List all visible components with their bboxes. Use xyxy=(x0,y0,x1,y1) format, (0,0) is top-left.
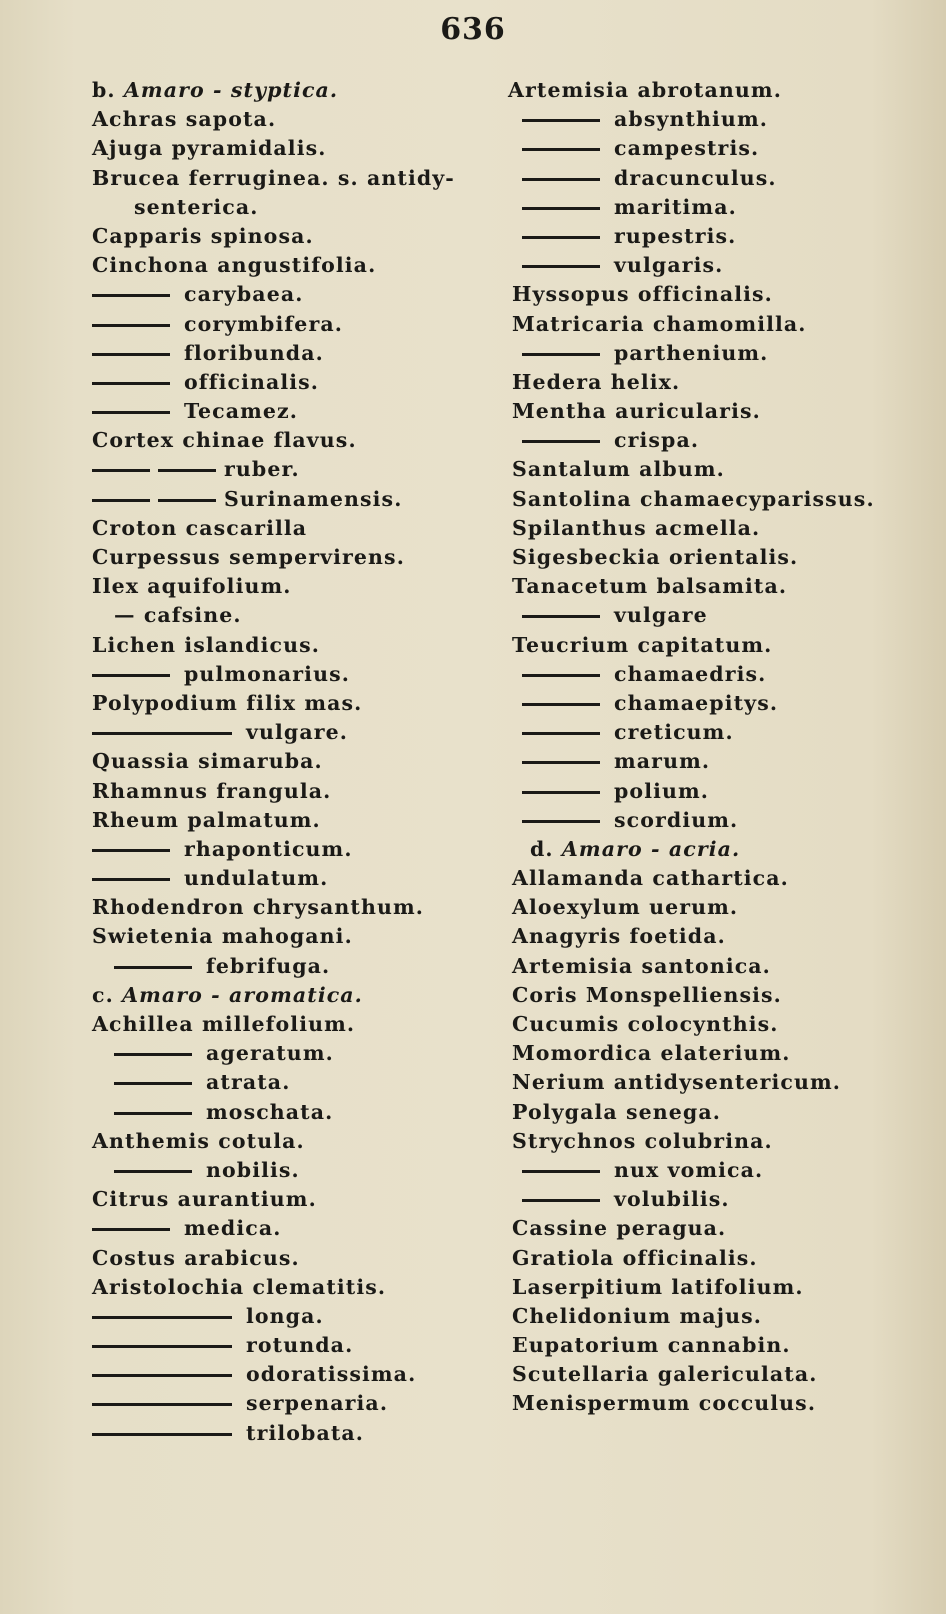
entry-text: Santolina chamaecyparissus. xyxy=(512,486,875,511)
entry-text: officinalis. xyxy=(184,369,320,394)
entry-text: pulmonarius. xyxy=(184,661,350,686)
ditto-dash xyxy=(114,1170,192,1173)
list-item xyxy=(92,1214,512,1243)
ditto-dash xyxy=(114,966,192,969)
entry-text: Rheum palmatum. xyxy=(92,807,321,832)
list-item xyxy=(508,572,928,601)
entry-text: Eupatorium cannabin. xyxy=(512,1333,791,1358)
list-item xyxy=(92,105,512,134)
list-item xyxy=(508,222,928,251)
list-item xyxy=(508,1331,928,1360)
list-item xyxy=(508,747,928,776)
list-item xyxy=(92,134,512,163)
entry-text: Polygala senega. xyxy=(512,1099,721,1124)
list-item xyxy=(92,835,512,864)
entry-text: absynthium. xyxy=(614,107,768,132)
ditto-dash xyxy=(522,703,600,706)
entry-text: medica. xyxy=(184,1216,282,1241)
entry-text: serpenaria. xyxy=(246,1391,389,1416)
ditto-dash xyxy=(92,732,232,735)
entry-text: Aloexylum uerum. xyxy=(512,895,739,920)
section-letter: d. xyxy=(530,836,554,861)
ditto-dash xyxy=(522,791,600,794)
ditto-dash xyxy=(522,178,600,181)
entry-text: Anagyris foetida. xyxy=(512,924,726,949)
list-item xyxy=(92,426,512,455)
list-item xyxy=(92,864,512,893)
ditto-dash xyxy=(522,119,600,122)
list-item xyxy=(92,485,512,514)
list-item xyxy=(92,922,512,951)
list-item xyxy=(92,514,512,543)
ditto-dash xyxy=(522,1199,600,1202)
ditto-dash xyxy=(522,440,600,443)
entry-text: Amaro - styptica. xyxy=(123,78,339,102)
entry-text: Cinchona angustifolia. xyxy=(92,253,377,278)
ditto-dash xyxy=(522,265,600,268)
ditto-dash xyxy=(92,499,150,502)
list-item xyxy=(508,893,928,922)
list-item xyxy=(508,134,928,163)
ditto-dash xyxy=(92,674,170,677)
list-item xyxy=(508,981,928,1010)
list-item xyxy=(92,1068,512,1097)
ditto-dash xyxy=(158,499,216,502)
list-item xyxy=(508,514,928,543)
ditto-dash xyxy=(92,1345,232,1348)
list-item xyxy=(92,1010,512,1039)
entry-text: Gratiola officinalis. xyxy=(512,1245,758,1270)
list-item xyxy=(508,1360,928,1389)
list-item xyxy=(508,1185,928,1214)
list-item xyxy=(508,164,928,193)
list-item xyxy=(92,455,512,484)
list-item xyxy=(92,601,512,630)
entry-text: Citrus aurantium. xyxy=(92,1187,317,1212)
entry-text: Laserpitium latifolium. xyxy=(512,1274,804,1299)
ditto-dash xyxy=(92,411,170,414)
list-item xyxy=(508,105,928,134)
entry-text: Cortex chinae flavus. xyxy=(92,428,357,453)
list-item xyxy=(92,1331,512,1360)
entry-text: scordium. xyxy=(614,807,739,832)
entry-text: Tanacetum balsamita. xyxy=(512,574,788,599)
entry-text: campestris. xyxy=(614,136,760,161)
entry-text: Lichen islandicus. xyxy=(92,632,320,657)
entry-text: Ilex aquifolium. xyxy=(92,574,292,599)
list-item xyxy=(92,543,512,572)
list-item xyxy=(508,631,928,660)
list-item xyxy=(508,1214,928,1243)
ditto-dash xyxy=(114,1112,192,1115)
entry-text: Surinamensis. xyxy=(224,486,403,511)
ditto-dash xyxy=(522,148,600,151)
ditto-dash xyxy=(522,615,600,618)
entry-text: Allamanda cathartica. xyxy=(512,866,789,891)
entry-text: Sigesbeckia orientalis. xyxy=(512,545,799,569)
list-item xyxy=(92,1156,512,1185)
entry-text: moschata. xyxy=(206,1099,334,1124)
ditto-dash xyxy=(92,1433,232,1436)
entry-text: Spilanthus acmella. xyxy=(512,515,761,540)
list-item xyxy=(92,1098,512,1127)
list-item xyxy=(508,426,928,455)
list-item xyxy=(92,572,512,601)
list-item xyxy=(92,1389,512,1418)
ditto-dash xyxy=(92,469,150,472)
list-item xyxy=(508,485,928,514)
entry-text: febrifuga. xyxy=(206,953,331,978)
list-item xyxy=(508,339,928,368)
list-item xyxy=(92,747,512,776)
list-item xyxy=(92,660,512,689)
entry-text: volubilis. xyxy=(614,1187,730,1212)
section-letter: b. xyxy=(92,78,116,102)
entry-text: parthenium. xyxy=(614,340,769,365)
ditto-dash xyxy=(92,353,170,356)
entry-text: Hyssopus officinalis. xyxy=(512,282,773,307)
list-item xyxy=(508,1039,928,1068)
entry-text: vulgaris. xyxy=(614,253,724,278)
entry-text: Aristolochia clematitis. xyxy=(92,1274,387,1299)
entry-text: undulatum. xyxy=(184,866,329,891)
list-item xyxy=(508,1127,928,1156)
ditto-dash xyxy=(92,294,170,297)
list-item xyxy=(508,1302,928,1331)
ditto-dash xyxy=(114,1082,192,1085)
entry-text: Amaro - acria. xyxy=(561,836,741,861)
list-item xyxy=(92,952,512,981)
list-item xyxy=(508,1098,928,1127)
entry-text: Croton cascarilla xyxy=(92,515,308,540)
list-item xyxy=(92,1185,512,1214)
entry-text: Mentha auricularis. xyxy=(512,399,761,424)
ditto-dash xyxy=(522,207,600,210)
list-item xyxy=(508,543,928,572)
list-item xyxy=(92,718,512,747)
list-item xyxy=(92,689,512,718)
list-item xyxy=(92,1127,512,1156)
list-item xyxy=(508,806,928,835)
list-item xyxy=(92,1360,512,1389)
list-item xyxy=(508,1244,928,1273)
entry-text: Teucrium capitatum. xyxy=(512,632,773,657)
list-item xyxy=(92,164,512,193)
ditto-dash xyxy=(522,353,600,356)
entry-text: ruber. xyxy=(224,457,300,482)
ditto-dash xyxy=(522,761,600,764)
list-item xyxy=(92,893,512,922)
list-item xyxy=(92,280,512,309)
list-item xyxy=(508,310,928,339)
list-item xyxy=(92,1273,512,1302)
list-item xyxy=(92,1419,512,1448)
entry-text: nux vomica. xyxy=(614,1157,764,1182)
entry-text: Quassia simaruba. xyxy=(92,749,323,774)
entry-text: senterica. xyxy=(134,194,259,219)
entry-text: Chelidonium majus. xyxy=(512,1303,763,1328)
entry-text: Cucumis colocynthis. xyxy=(512,1012,779,1036)
list-item xyxy=(508,1273,928,1302)
entry-text: Anthemis cotula. xyxy=(92,1128,305,1153)
entry-text: Rhamnus frangula. xyxy=(92,778,332,803)
entry-text: Hedera helix. xyxy=(512,369,681,394)
entry-text: Ajuga pyramidalis. xyxy=(92,136,327,161)
ditto-dash xyxy=(92,1316,232,1319)
entry-text: Strychnos colubrina. xyxy=(512,1128,773,1153)
list-item xyxy=(508,368,928,397)
ditto-dash xyxy=(92,324,170,327)
entry-text: Nerium antidysentericum. xyxy=(512,1070,841,1095)
ditto-dash xyxy=(114,1053,192,1056)
entry-text: Artemisia abrotanum. xyxy=(508,78,782,102)
entry-text: ageratum. xyxy=(206,1041,334,1066)
list-item xyxy=(508,1389,928,1418)
entry-text: maritima. xyxy=(614,194,737,219)
list-item xyxy=(508,718,928,747)
list-item xyxy=(508,397,928,426)
entry-text: Momordica elaterium. xyxy=(512,1041,791,1066)
list-item xyxy=(508,922,928,951)
section-heading xyxy=(508,835,928,864)
ditto-dash xyxy=(92,878,170,881)
entry-text: trilobata. xyxy=(246,1420,365,1445)
entry-text: Cassine peragua. xyxy=(512,1216,727,1241)
entry-text: Santalum album. xyxy=(512,457,725,482)
list-item xyxy=(508,864,928,893)
section-letter: c. xyxy=(92,982,114,1007)
entry-text: Rhodendron chrysanthum. xyxy=(92,895,424,920)
entry-text: corymbifera. xyxy=(184,311,343,336)
list-item xyxy=(508,777,928,806)
entry-text: vulgare xyxy=(614,603,708,628)
list-item xyxy=(92,1244,512,1273)
entry-text: carybaea. xyxy=(184,282,304,307)
entry-text: — cafsine. xyxy=(114,603,242,628)
ditto-dash xyxy=(522,1170,600,1173)
entry-text: Amaro - aromatica. xyxy=(122,982,363,1007)
ditto-dash xyxy=(92,1374,232,1377)
entry-text: atrata. xyxy=(206,1070,291,1095)
entry-text: vulgare. xyxy=(246,720,349,745)
list-item xyxy=(508,660,928,689)
list-item xyxy=(92,631,512,660)
entry-text: Swietenia mahogani. xyxy=(92,924,353,949)
entry-text: floribunda. xyxy=(184,340,324,365)
list-item xyxy=(508,193,928,222)
entry-text: Artemisia santonica. xyxy=(512,953,771,978)
list-item xyxy=(92,397,512,426)
entry-text: rhaponticum. xyxy=(184,836,353,861)
list-item xyxy=(92,339,512,368)
entry-text: nobilis. xyxy=(206,1157,300,1182)
ditto-dash xyxy=(92,1403,232,1406)
list-item xyxy=(508,455,928,484)
list-item xyxy=(508,1068,928,1097)
entry-text: Polypodium filix mas. xyxy=(92,690,363,715)
list-item xyxy=(92,368,512,397)
list-item xyxy=(508,601,928,630)
right-column xyxy=(508,76,928,1419)
list-item xyxy=(92,806,512,835)
entry-text: Costus arabicus. xyxy=(92,1245,300,1270)
list-item xyxy=(508,251,928,280)
entry-text: Achillea millefolium. xyxy=(92,1012,356,1036)
section-heading xyxy=(92,76,512,105)
ditto-dash xyxy=(92,849,170,852)
list-item xyxy=(508,1156,928,1185)
list-item xyxy=(92,1302,512,1331)
entry-text: rupestris. xyxy=(614,223,737,248)
list-item xyxy=(92,777,512,806)
page-number: 636 xyxy=(440,12,506,47)
list-item xyxy=(92,1039,512,1068)
list-item xyxy=(92,222,512,251)
ditto-dash xyxy=(158,469,216,472)
entry-text: Brucea ferruginea. s. antidy- xyxy=(92,165,455,190)
list-item xyxy=(92,193,512,222)
entry-text: Menispermum cocculus. xyxy=(512,1391,817,1416)
entry-text: rotunda. xyxy=(246,1333,354,1358)
entry-text: Matricaria chamomilla. xyxy=(512,311,807,336)
entry-text: Scutellaria galericulata. xyxy=(512,1362,818,1387)
list-item xyxy=(508,1010,928,1039)
entry-text: Coris Monspelliensis. xyxy=(512,982,782,1007)
list-item xyxy=(508,76,928,105)
list-item xyxy=(508,280,928,309)
ditto-dash xyxy=(522,674,600,677)
left-column xyxy=(92,76,512,1448)
list-item xyxy=(508,952,928,981)
entry-text: marum. xyxy=(614,749,711,774)
entry-text: chamaedris. xyxy=(614,661,767,686)
entry-text: Tecamez. xyxy=(184,399,299,424)
entry-text: Curpessus sempervirens. xyxy=(92,545,405,569)
entry-text: dracunculus. xyxy=(614,165,777,190)
entry-text: crispa. xyxy=(614,428,700,453)
ditto-dash xyxy=(522,820,600,823)
entry-text: odoratissima. xyxy=(246,1362,417,1387)
list-item xyxy=(92,310,512,339)
ditto-dash xyxy=(92,382,170,385)
entry-text: creticum. xyxy=(614,720,734,745)
list-item xyxy=(92,251,512,280)
entry-text: polium. xyxy=(614,778,710,803)
section-heading xyxy=(92,981,512,1010)
entry-text: Capparis spinosa. xyxy=(92,223,314,248)
ditto-dash xyxy=(522,732,600,735)
ditto-dash xyxy=(92,1228,170,1231)
entry-text: longa. xyxy=(246,1303,324,1328)
entry-text: Achras sapota. xyxy=(92,107,277,132)
list-item xyxy=(508,689,928,718)
ditto-dash xyxy=(522,236,600,239)
entry-text: chamaepitys. xyxy=(614,690,779,715)
